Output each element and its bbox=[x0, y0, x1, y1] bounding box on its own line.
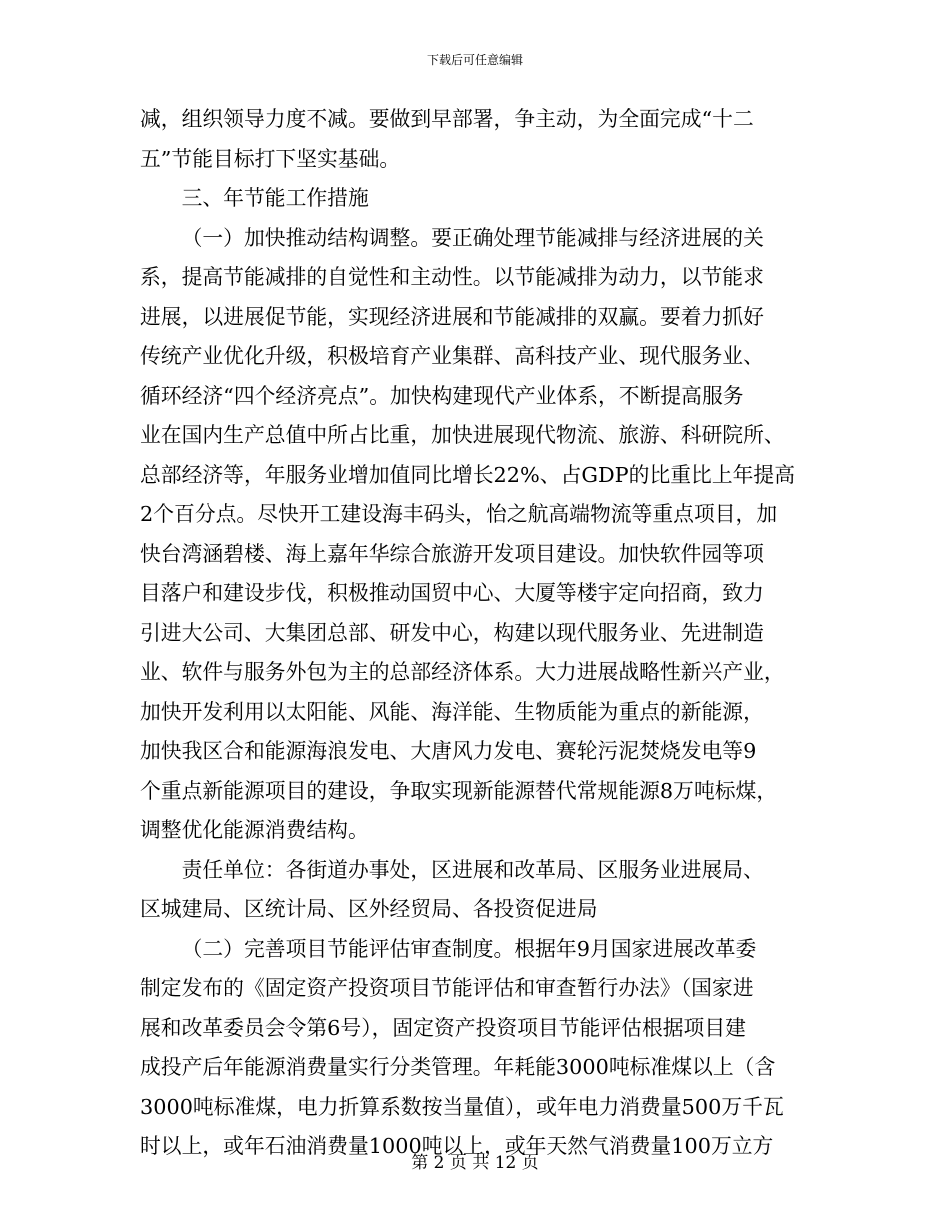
text-line: （一）加快推动结构调整。要正确处理节能减排与经济进展的关 bbox=[181, 225, 764, 250]
text-line: 业、软件与服务外包为主的总部经济体系。大力进展战略性新兴产业， bbox=[140, 660, 785, 684]
text-line: 2个百分点。尽快开工建设海丰码头，怡之航高端物流等重点项目，加 bbox=[140, 502, 778, 526]
text-line: 传统产业优化升级，积极培育产业集群、高科技产业、现代服务业、 bbox=[140, 344, 764, 368]
text-line: 循环经济“四个经济亮点”。加快构建现代产业体系，不断提高服务 bbox=[140, 383, 744, 408]
text-line: 加快我区合和能源海浪发电、大唐风力发电、赛轮污泥焚烧发电等9 bbox=[140, 739, 757, 763]
text-line: 引进大公司、大集团总部、研发中心，构建以现代服务业、先进制造 bbox=[140, 620, 764, 645]
page-header-note: 下载后可任意编辑 bbox=[426, 53, 523, 67]
text-line: 业在国内生产总值中所占比重，加快进展现代物流、旅游、科研院所、 bbox=[140, 423, 785, 447]
page-number-indicator: 第 2 页 共 12 页 bbox=[411, 1153, 539, 1173]
text-line: 责任单位：各街道办事处，区进展和改革局、区服务业进展局、 bbox=[181, 857, 764, 882]
text-line: 进展，以进展促节能，实现经济进展和节能减排的双赢。要着力抓好 bbox=[140, 304, 764, 329]
text-line: 展和改革委员会令第6号），固定资产投资项目节能评估根据项目建 bbox=[140, 1015, 746, 1040]
text-line: 时以上，或年石油消费量1000吨以上，或年天然气消费量100万立方 bbox=[140, 1134, 774, 1158]
text-line: 五”节能目标打下坚实基础。 bbox=[140, 146, 401, 171]
document-body bbox=[140, 100, 812, 1167]
text-line: 制定发布的《固定资产投资项目节能评估和审查暂行办法》（国家进 bbox=[140, 976, 754, 1000]
text-line: 成投产后年能源消费量实行分类管理。年耗能3000吨标准煤以上（含 bbox=[140, 1055, 776, 1079]
text-line: 减，组织领导力度不减。要做到早部署，争主动，为全面完成“十二 bbox=[140, 107, 754, 131]
text-line: 三、年节能工作措施 bbox=[181, 186, 369, 210]
text-line: 目落户和建设步伐，积极推动国贸中心、大厦等楼宇定向招商，致力 bbox=[140, 581, 764, 605]
text-line: 快台湾涵碧楼、海上嘉年华综合旅游开发项目建设。加快软件园等项 bbox=[140, 541, 764, 566]
text-line: 总部经济等，年服务业增加值同比增长22%、占GDP的比重比上年提高 bbox=[140, 462, 796, 487]
text-line: 系，提高节能减排的自觉性和主动性。以节能减排为动力，以节能求 bbox=[140, 265, 764, 289]
text-line: 调整优化能源消费结构。 bbox=[140, 818, 369, 842]
text-line: 加快开发利用以太阳能、风能、海洋能、生物质能为重点的新能源， bbox=[140, 699, 764, 724]
text-line: 个重点新能源项目的建设，争取实现新能源替代常规能源8万吨标煤， bbox=[140, 778, 778, 803]
text-line: 3000吨标准煤，电力折算系数按当量值），或年电力消费量500万千瓦 bbox=[140, 1094, 784, 1119]
text-line: 区城建局、区统计局、区外经贸局、各投资促进局 bbox=[140, 897, 598, 921]
text-line: （二）完善项目节能评估审查制度。根据年9月国家进展改革委 bbox=[181, 936, 757, 961]
